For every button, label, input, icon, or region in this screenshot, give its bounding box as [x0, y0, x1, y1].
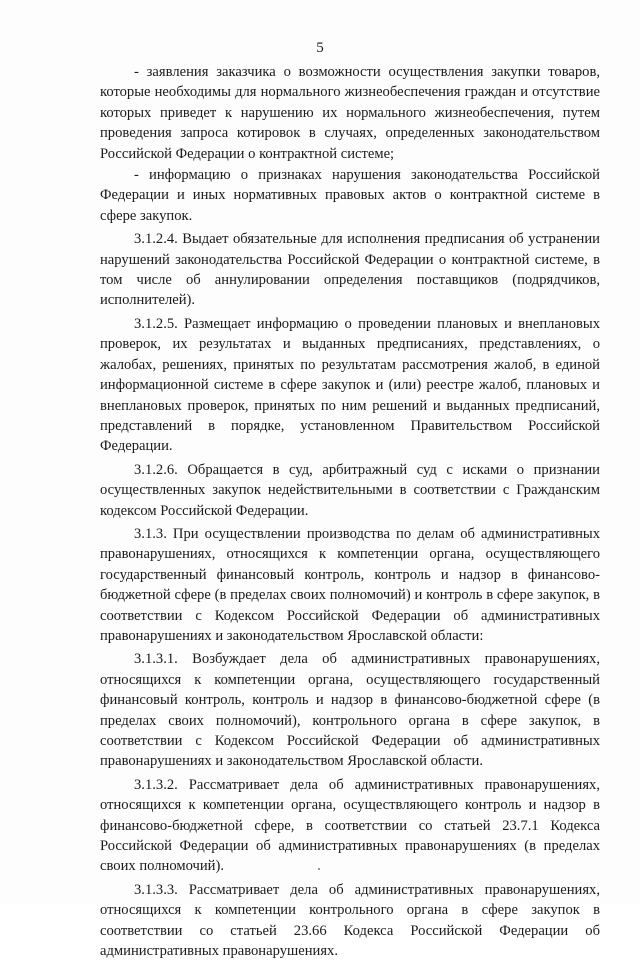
- paragraph-3-1-2-6: 3.1.2.6. Обращается в суд, арбитражный суд с исками о признании осуществленных закупок недействительными в соответствии с Гражданским кодексом Российской Федерации.: [100, 461, 600, 519]
- paragraph-3-1-3-3: 3.1.3.3. Рассматривает дела об административных правонарушениях, относящихся к компетенции контрольного органа в сфере закупок в соответствии со статьей 23.66 Кодекса Российской Федерации об административных правонарушениях.: [100, 881, 600, 960]
- paragraph-3-1-3-2: 3.1.3.2. Рассматривает дела об административных правонарушениях, относящихся к компетенции органа, осуществляющего контроль и надзор в финансово-бюджетной сфере, в соответствии со статьей 23.7.1 Кодекса Российской Федерации об административных правонарушениях (в пределах своих полномочий).: [100, 776, 600, 875]
- scan-speck: [318, 868, 320, 870]
- paragraph-list-item-statements: - заявления заказчика о возможности осуществления закупки товаров, которые необходимы для нормального жизнеобеспечения граждан и отсутствие которых приведет к нарушению их нормального жизнеобеспечения, путем проведения запроса котировок в случаях, определенных законодательством Российской Федерации о контрактной системе;: [100, 64, 600, 162]
- page-number: 5: [316, 40, 324, 56]
- paragraph-3-1-3: 3.1.3. При осуществлении производства по делам об административных правонарушениях, относящихся к компетенции органа, осуществляющего государственный финансовый контроль, контроль и надзор в финансово-бюджетной сфере (в пределах своих полномочий) и контроль в сфере закупок, в соответствии с Кодексом Российской Федерации об административных правонарушениях и законодательством Ярославской области:: [100, 525, 600, 644]
- paragraph-3-1-2-4: 3.1.2.4. Выдает обязательные для исполнения предписания об устранении нарушений законодательства Российской Федерации о контрактной системе, в том числе об аннулировании определения поставщиков (подрядчиков, исполнителей).: [100, 231, 600, 309]
- paragraph-3-1-2-5: 3.1.2.5. Размещает информацию о проведении плановых и внеплановых проверок, их результатах и выданных предписаниях, представлениях, о жалобах, решениях, принятых по результатам рассмотрения жалоб, в единой информационной системе в сфере закупок и (или) реестре жалоб, плановых и внеплановых проверок, принятых по ним решений и выданных предписаний, представлений в порядке, установленном Правительством Российской Федерации.: [100, 315, 600, 455]
- document-body: [100, 62, 600, 964]
- paragraph-list-item-violation-info: - информацию о признаках нарушения законодательства Российской Федерации и иных нормативных правовых актов о контрактной системе в сфере закупок.: [100, 167, 600, 224]
- paragraph-3-1-3-1: 3.1.3.1. Возбуждает дела об административных правонарушениях, относящихся к компетенции органа, осуществляющего государственный финансовый контроль, контроль и надзор в финансово-бюджетной сфере (в пределах своих полномочий), контрольного органа в сфере закупок, в соответствии с Кодексом Российской Федерации об административных правонарушениях и законодательством Ярославской области.: [100, 651, 600, 770]
